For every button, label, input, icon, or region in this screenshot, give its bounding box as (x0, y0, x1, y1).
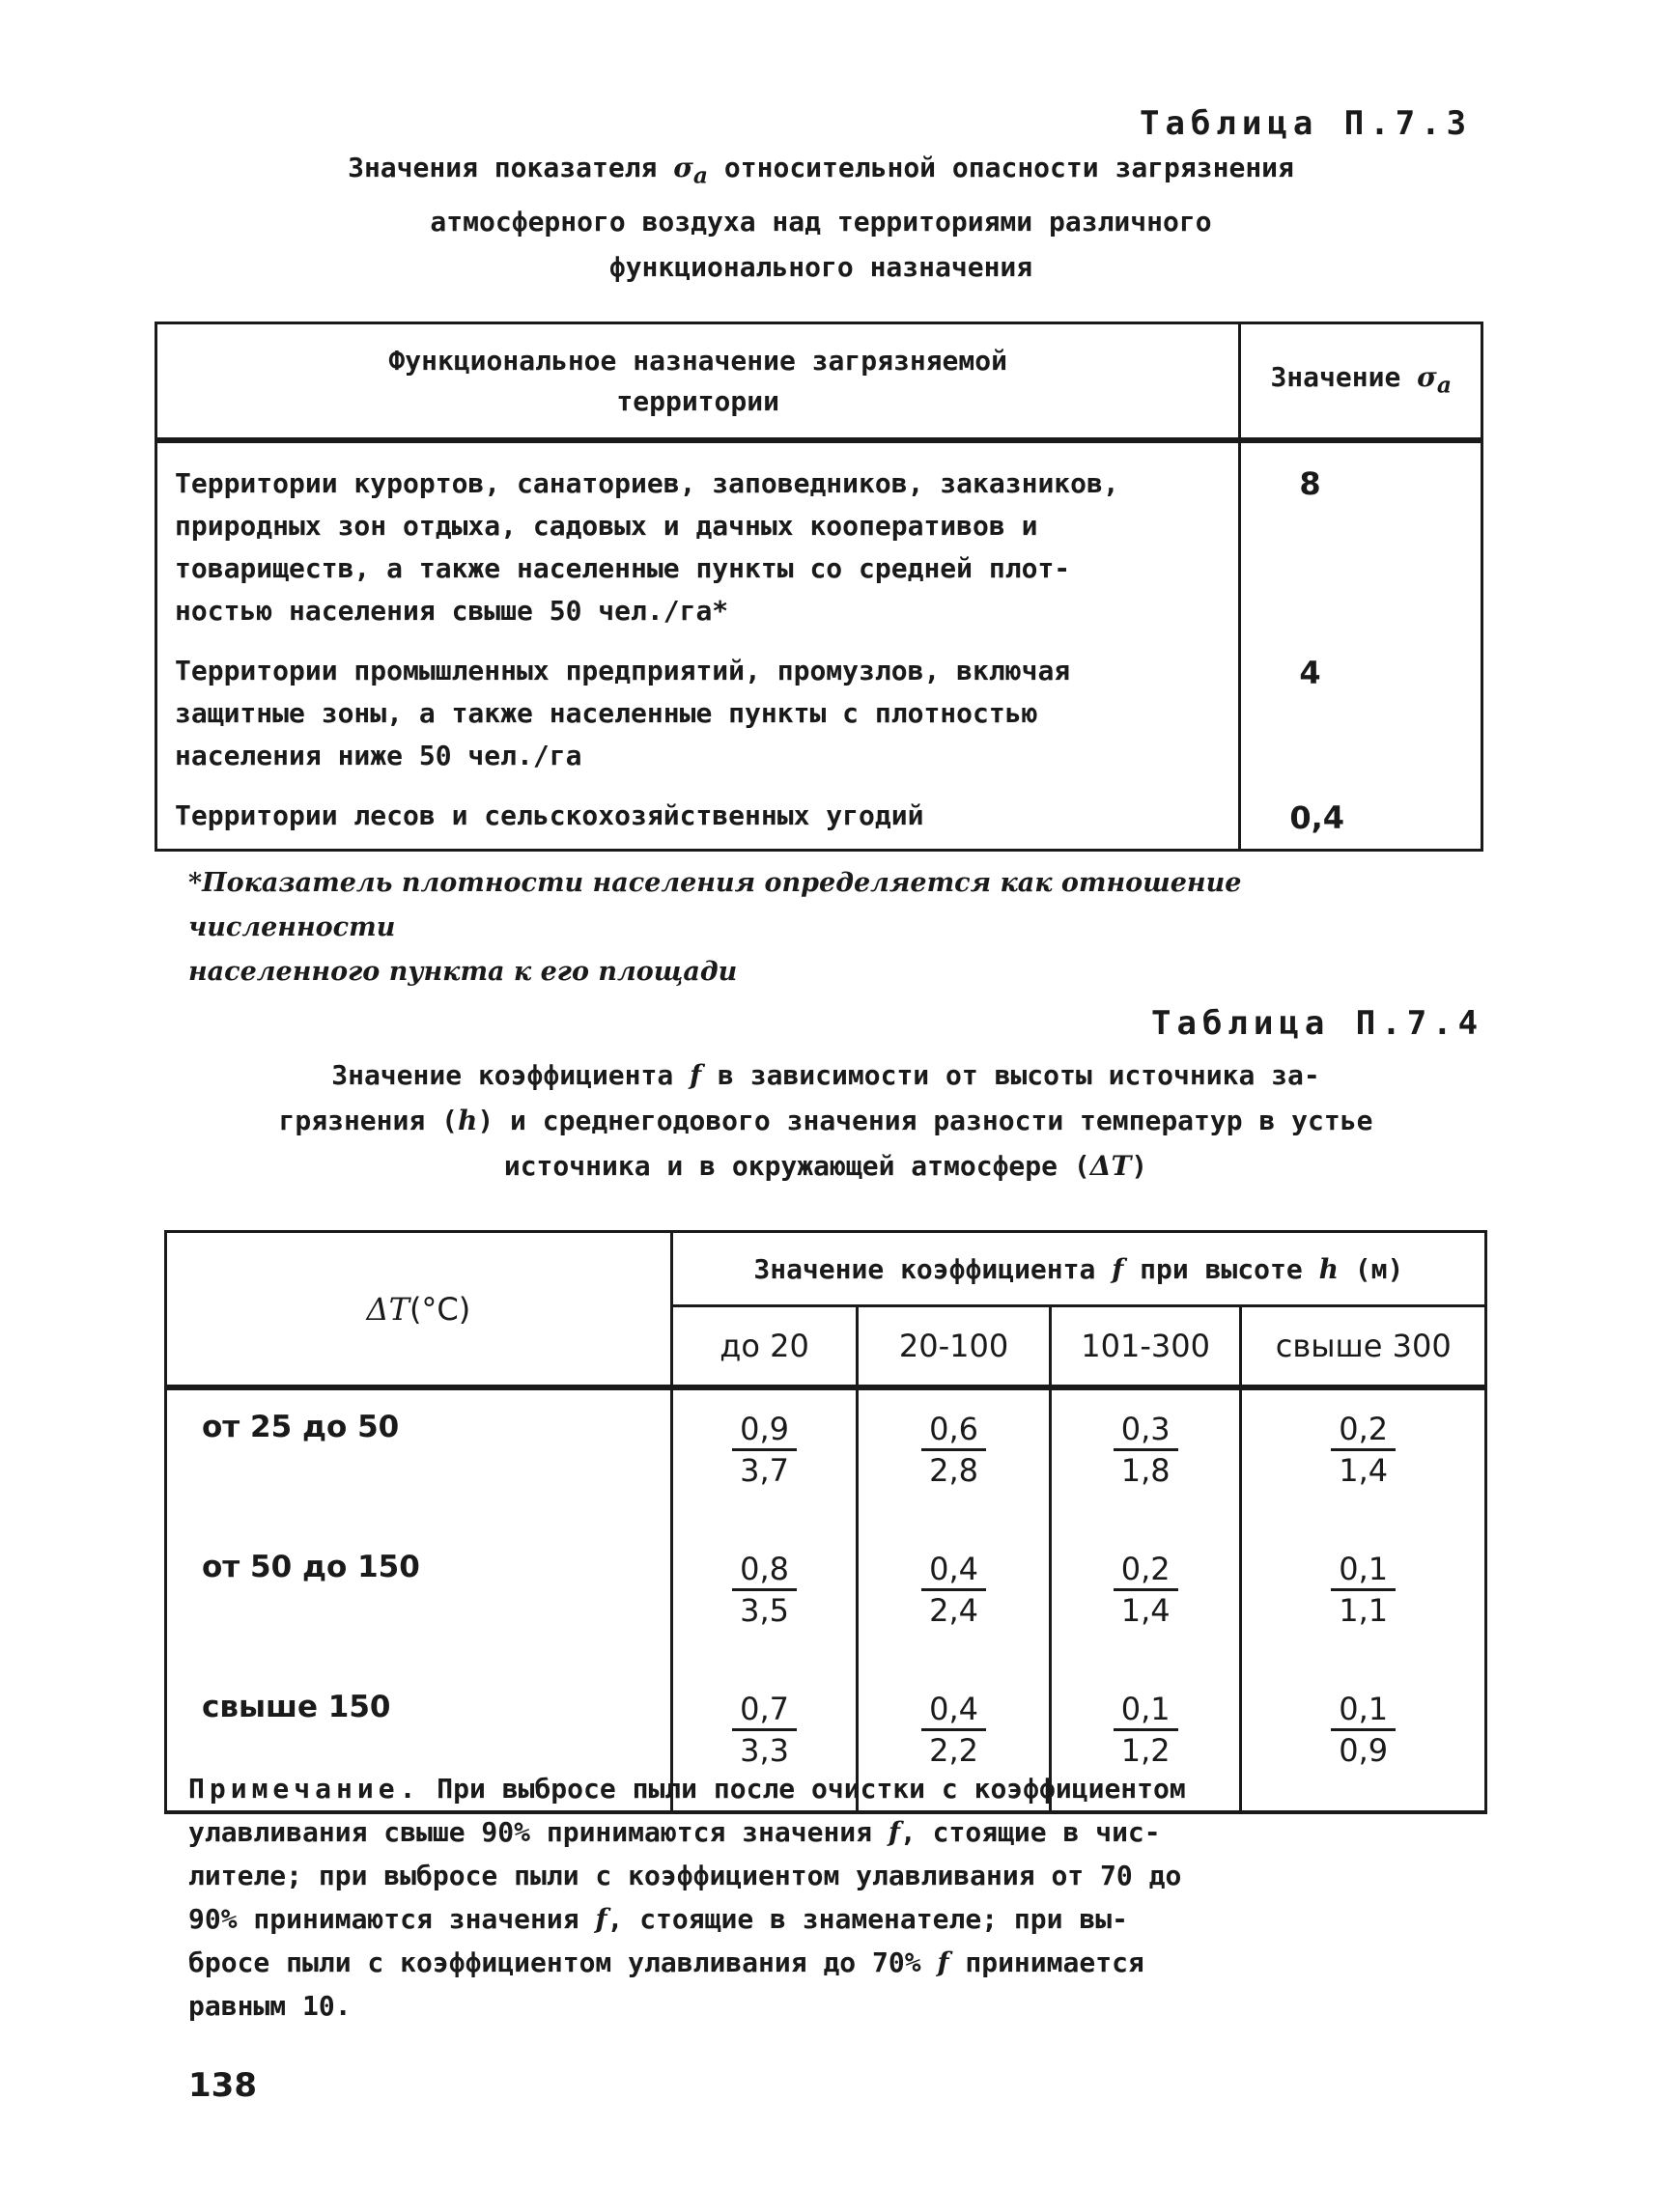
table-74-title-line3: источника и в окружающей атмосфере (ΔT) (503, 1150, 1148, 1182)
table-74-cell: $\frac{0,1}{0,9}$ (1241, 1670, 1486, 1812)
table-74-col-header: свыше 300 (1241, 1306, 1486, 1388)
table-73-row2-desc: Территории промышленных предприятий, промузлов, включая защитные зоны, а также населенные пункты с плотностью населения ниже 50 чел./га (156, 644, 1240, 789)
table-74-cell: $\frac{0,2}{1,4}$ (1050, 1530, 1241, 1670)
table-73-footnote: *Показатель плотности населения определяется как отношение численности населенного пункта к его площади (188, 868, 1242, 987)
table-row (166, 1530, 1486, 1670)
table-74-header-group: Значение коэффициента f при высоте h (м) (671, 1232, 1485, 1306)
table-74-cell: $\frac{0,4}{2,2}$ (858, 1670, 1051, 1812)
table-74-title (183, 1052, 1468, 1189)
table-row (166, 1387, 1486, 1530)
table-74-row-label: от 25 до 50 (166, 1387, 672, 1530)
table-row (156, 644, 1482, 789)
table-73-header-value: Значение $\sigma_a$ (1240, 323, 1482, 441)
table-74-cell: $\frac{0,3}{1,8}$ (1050, 1387, 1241, 1530)
table-74-title-line1: Значение коэффициента f в зависимости от высоты источника за- (331, 1059, 1320, 1091)
table-74-row-label: свыше 150 (166, 1670, 672, 1812)
table-73-row3-value: 0,4 (1240, 789, 1482, 851)
note-paragraph: Примечание. При выбросе пыли после очистки с коэффициентом улавливания свыше 90% принимаются значения f, стоящие в чис- лителе; при выбросе пыли с коэффициентом улавливания от 70 до 90% принимаются значения f, стоящие в знаменателе; при вы- бросе пыли с коэффициентом улавливания до 70% f принимается равным 10. (188, 1773, 1186, 2022)
table-74-cell: $\frac{0,7}{3,3}$ (671, 1670, 858, 1812)
table-73-row1-value: 8 (1240, 440, 1482, 644)
table-74-header-dt: ΔT(°С) (166, 1232, 672, 1388)
table-74-header-row-1 (166, 1232, 1486, 1306)
table-74-cell: $\frac{0,6}{2,8}$ (858, 1387, 1051, 1530)
table-73-header-function: Функциональное назначение загрязняемой территории (156, 323, 1240, 441)
table-74-col-header: 20-100 (858, 1306, 1051, 1388)
table-73-title-line3: функционального назначения (608, 250, 1033, 283)
sigma-symbol: σ (673, 152, 693, 183)
table-73 (155, 322, 1483, 852)
table-73-row1-desc: Территории курортов, санаториев, заповедников, заказников, природных зон отдыха, садовых и дачных кооперативов и товариществ, а также населенные пункты со средней плот- ностью населения свыше 50 чел./га* (156, 440, 1240, 644)
sigma-subscript: a (692, 161, 709, 189)
table-74-col-header: до 20 (671, 1306, 858, 1388)
table-74-col-header: 101-300 (1050, 1306, 1241, 1388)
table-73-row3-desc: Территории лесов и сельскохозяйственных угодий (156, 789, 1240, 851)
table-73-caption: Таблица П.7.3 (1140, 104, 1473, 143)
table-73-title-line1: Значения показателя $\sigma_a$ относительной опасности загрязнения (348, 152, 1294, 189)
table-74-row-label: от 50 до 150 (166, 1530, 672, 1670)
table-74-cell: $\frac{0,1}{1,2}$ (1050, 1670, 1241, 1812)
table-row (156, 789, 1482, 851)
table-74-caption: Таблица П.7.4 (1151, 1004, 1484, 1043)
table-74 (164, 1230, 1487, 1814)
table-74-cell: $\frac{0,4}{2,4}$ (858, 1530, 1051, 1670)
table-74-cell: $\frac{0,8}{3,5}$ (671, 1530, 858, 1670)
table-74-cell: $\frac{0,2}{1,4}$ (1241, 1387, 1486, 1530)
table-73-title (193, 145, 1449, 290)
table-74-title-line2: грязнения (h) и среднегодового значения разности температур в устье (278, 1105, 1373, 1136)
table-73-row2-value: 4 (1240, 644, 1482, 789)
table-74-cell: $\frac{0,9}{3,7}$ (671, 1387, 858, 1530)
note-label: Примечание. (188, 1773, 421, 1805)
table-73-header-row (156, 323, 1482, 441)
table-73-title-line2: атмосферного воздуха над территориями различного (430, 205, 1212, 238)
table-74-cell: $\frac{0,1}{1,1}$ (1241, 1530, 1486, 1670)
page-number: 138 (188, 2066, 257, 2105)
table-row (156, 440, 1482, 644)
